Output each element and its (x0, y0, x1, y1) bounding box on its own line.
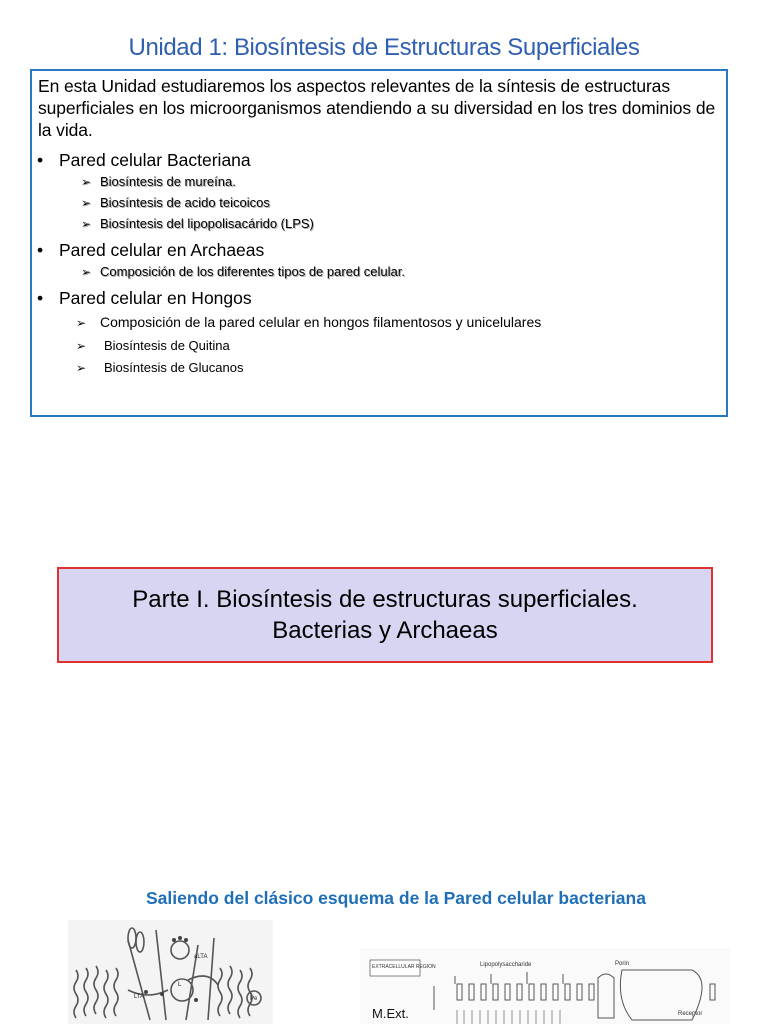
figure-label-mext: M.Ext. (372, 1006, 409, 1021)
bullet-icon: • (37, 240, 44, 260)
arrow-icon: ➢ (76, 361, 87, 375)
section-bullet (37, 149, 251, 171)
figure-label-lps: Lipopolysaccharide (480, 962, 532, 968)
unit-summary-box (30, 69, 728, 417)
section-label: Pared celular en Archaeas (59, 240, 265, 260)
figure-label-porin: Porin (615, 961, 630, 967)
gram-negative-membrane-diagram (360, 948, 730, 1024)
intro-text: En esta Unidad estudiaremos los aspectos relevantes de la síntesis de estructuras superficiales en los microorganismos atendiendo a su diversidad en los tres dominios de la vida. (38, 76, 716, 140)
section-label: Pared celular Bacteriana (59, 150, 251, 170)
section-bullet (37, 239, 264, 261)
parte-title-line-2: Bacterias y Archaeas (272, 617, 498, 644)
figure-label-receptor: Receptor (678, 1011, 703, 1017)
section-subtitle: Saliendo del clásico esquema de la Pared celular bacteriana (146, 888, 646, 908)
arrow-icon: ➢ (81, 265, 92, 279)
list-item: ➢ Biosíntesis de acido teicoicos (81, 195, 270, 210)
list-item: ➢ Biosíntesis de Glucanos (76, 360, 244, 375)
section-bullet (37, 287, 252, 309)
gram-positive-wall-diagram (68, 920, 273, 1024)
page-title: Unidad 1: Biosíntesis de Estructuras Superficiales (128, 34, 640, 61)
arrow-icon: ➢ (76, 339, 87, 353)
arrow-icon: ➢ (76, 316, 87, 330)
parte-heading-box (57, 567, 713, 663)
list-item: ➢ Biosíntesis del lipopolisacárido (LPS) (81, 216, 314, 231)
bullet-icon: • (37, 288, 44, 308)
list-item: ➢ Biosíntesis de mureína. (81, 174, 236, 189)
list-item: ➢ Biosíntesis de Quitina (76, 338, 230, 353)
arrow-icon: ➢ (81, 217, 92, 231)
outer-membrane-illustration (360, 948, 730, 1024)
parte-title-line-1: Parte I. Biosíntesis de estructuras superficiales. (132, 586, 638, 613)
figure-label-alta: aLTA (194, 954, 208, 960)
list-item: ➢ Composición de los diferentes tipos de pared celular. (81, 264, 405, 279)
arrow-icon: ➢ (81, 175, 92, 189)
figure-label-pe: Pe (250, 996, 258, 1002)
figure-label-extracellular: EXTRACELLULAR REGION (372, 964, 436, 970)
list-item: ➢ Composición de la pared celular en hongos filamentosos y unicelulares (76, 314, 542, 330)
bullet-icon: • (37, 150, 44, 170)
figure-label-lta: LTA (134, 994, 145, 1000)
arrow-icon: ➢ (81, 196, 92, 210)
cell-wall-illustration (68, 920, 273, 1024)
section-label: Pared celular en Hongos (59, 288, 252, 308)
figure-label-l: L (178, 982, 182, 988)
